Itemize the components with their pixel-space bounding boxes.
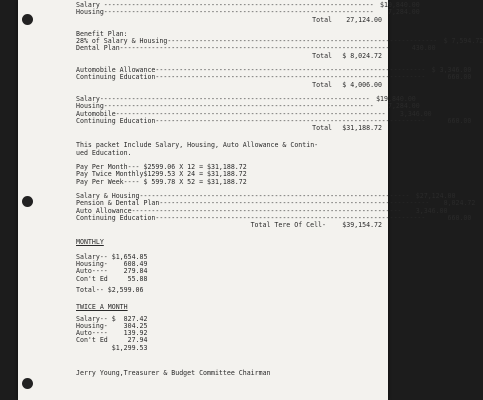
section-heading: Benefit Plan: <box>76 29 128 38</box>
pay-period-line: Pay Per Month--- $2599.06 X 12 = $31,188.72 <box>76 163 247 172</box>
breakdown-line: Auto---- 139.92 <box>76 329 148 338</box>
monthly-breakdown <box>76 239 382 294</box>
total-line: Total Tere Of Cell- $39,154.72 <box>250 221 382 230</box>
document-page <box>18 0 483 400</box>
signature-line: Jerry Young,Treasurer & Budget Committee Chairman <box>76 368 271 377</box>
line-item: 28% of Salary & Housing -------------------------------------------------------------------- $ 7,594.72 <box>76 37 483 46</box>
benefit-plan-block <box>76 29 483 60</box>
total-line: Total $ 4,006.00 <box>312 80 382 89</box>
line-item: Salary & Housing -------------------------------------------------------------------- $27,124.00 <box>76 191 456 200</box>
breakdown-line: Housing- 304.25 <box>76 321 148 330</box>
pay-period-line: Pay Twice Monthly$1299.53 X 24 = $31,188.72 <box>76 170 247 179</box>
breakdown-line: Housing- 608.49 <box>76 260 148 269</box>
line-item: Continuing Education -------------------------------------------------------------------- 660.00 <box>76 116 472 125</box>
total-line: Total $ 8,024.72 <box>312 51 382 60</box>
pay-period-line: Pay Per Week---- $ 599.78 X 52 = $31,188.72 <box>76 177 247 186</box>
breakdown-total: $1,299.53 <box>76 343 148 352</box>
line-item: Continuing Education -------------------------------------------------------------------- 660.00 <box>76 73 472 82</box>
line-item: Salary -------------------------------------------------------------------- $19,840.00 <box>76 1 420 9</box>
total-line: Total $31,188.72 <box>312 124 382 133</box>
line-item: Dental Plan -------------------------------------------------------------------- 430.00 <box>76 44 436 53</box>
line-item: Auto Allowance -------------------------------------------------------------------- 3,346.00 <box>76 206 448 215</box>
line-item: Automobile -------------------------------------------------------------------- 3,346.00 <box>76 109 432 118</box>
line-item: Pension & Dental Plan -------------------------------------------------------------------- 8,024.72 <box>76 199 476 208</box>
binder-hole <box>22 378 33 389</box>
document-content <box>76 1 483 377</box>
breakdown-line: Con't Ed 55.88 <box>76 274 148 283</box>
section-heading: TWICE A MONTH <box>76 303 128 312</box>
salary-housing-block <box>76 1 420 24</box>
line-item: Housing -------------------------------------------------------------------- 7,284.00 <box>76 102 420 111</box>
line-item: Continuing Education -------------------------------------------------------------------- 660.00 <box>76 213 472 222</box>
summary-block <box>76 94 472 133</box>
breakdown-line: Con't Ed 27.94 <box>76 336 148 345</box>
line-item: Salary -------------------------------------------------------------------- $19,840.00 <box>76 94 416 103</box>
pay-periods <box>76 164 382 186</box>
line-item: Automobile Allowance -------------------------------------------------------------------- $ 3,346.00 <box>76 66 472 75</box>
binder-hole <box>22 14 33 25</box>
binder-holes <box>22 0 36 400</box>
binder-hole <box>22 196 33 207</box>
twice-month-breakdown <box>76 304 382 352</box>
cost-block <box>76 191 476 230</box>
total-line: Total 27,124.00 <box>312 15 382 24</box>
section-heading: MONTHLY <box>76 238 104 247</box>
breakdown-line: Salary-- $1,654.85 <box>76 252 148 261</box>
allowance-block <box>76 66 472 89</box>
breakdown-line: Salary-- $ 827.42 <box>76 314 148 323</box>
packet-note: This packet Include Salary, Housing, Auto Allowance & Contin- ued Education. <box>76 141 319 157</box>
breakdown-total: Total-- $2,599.06 <box>76 285 144 294</box>
line-item: Housing -------------------------------------------------------------------- 7,284.00 <box>76 8 420 17</box>
breakdown-line: Auto---- 279.84 <box>76 267 148 276</box>
